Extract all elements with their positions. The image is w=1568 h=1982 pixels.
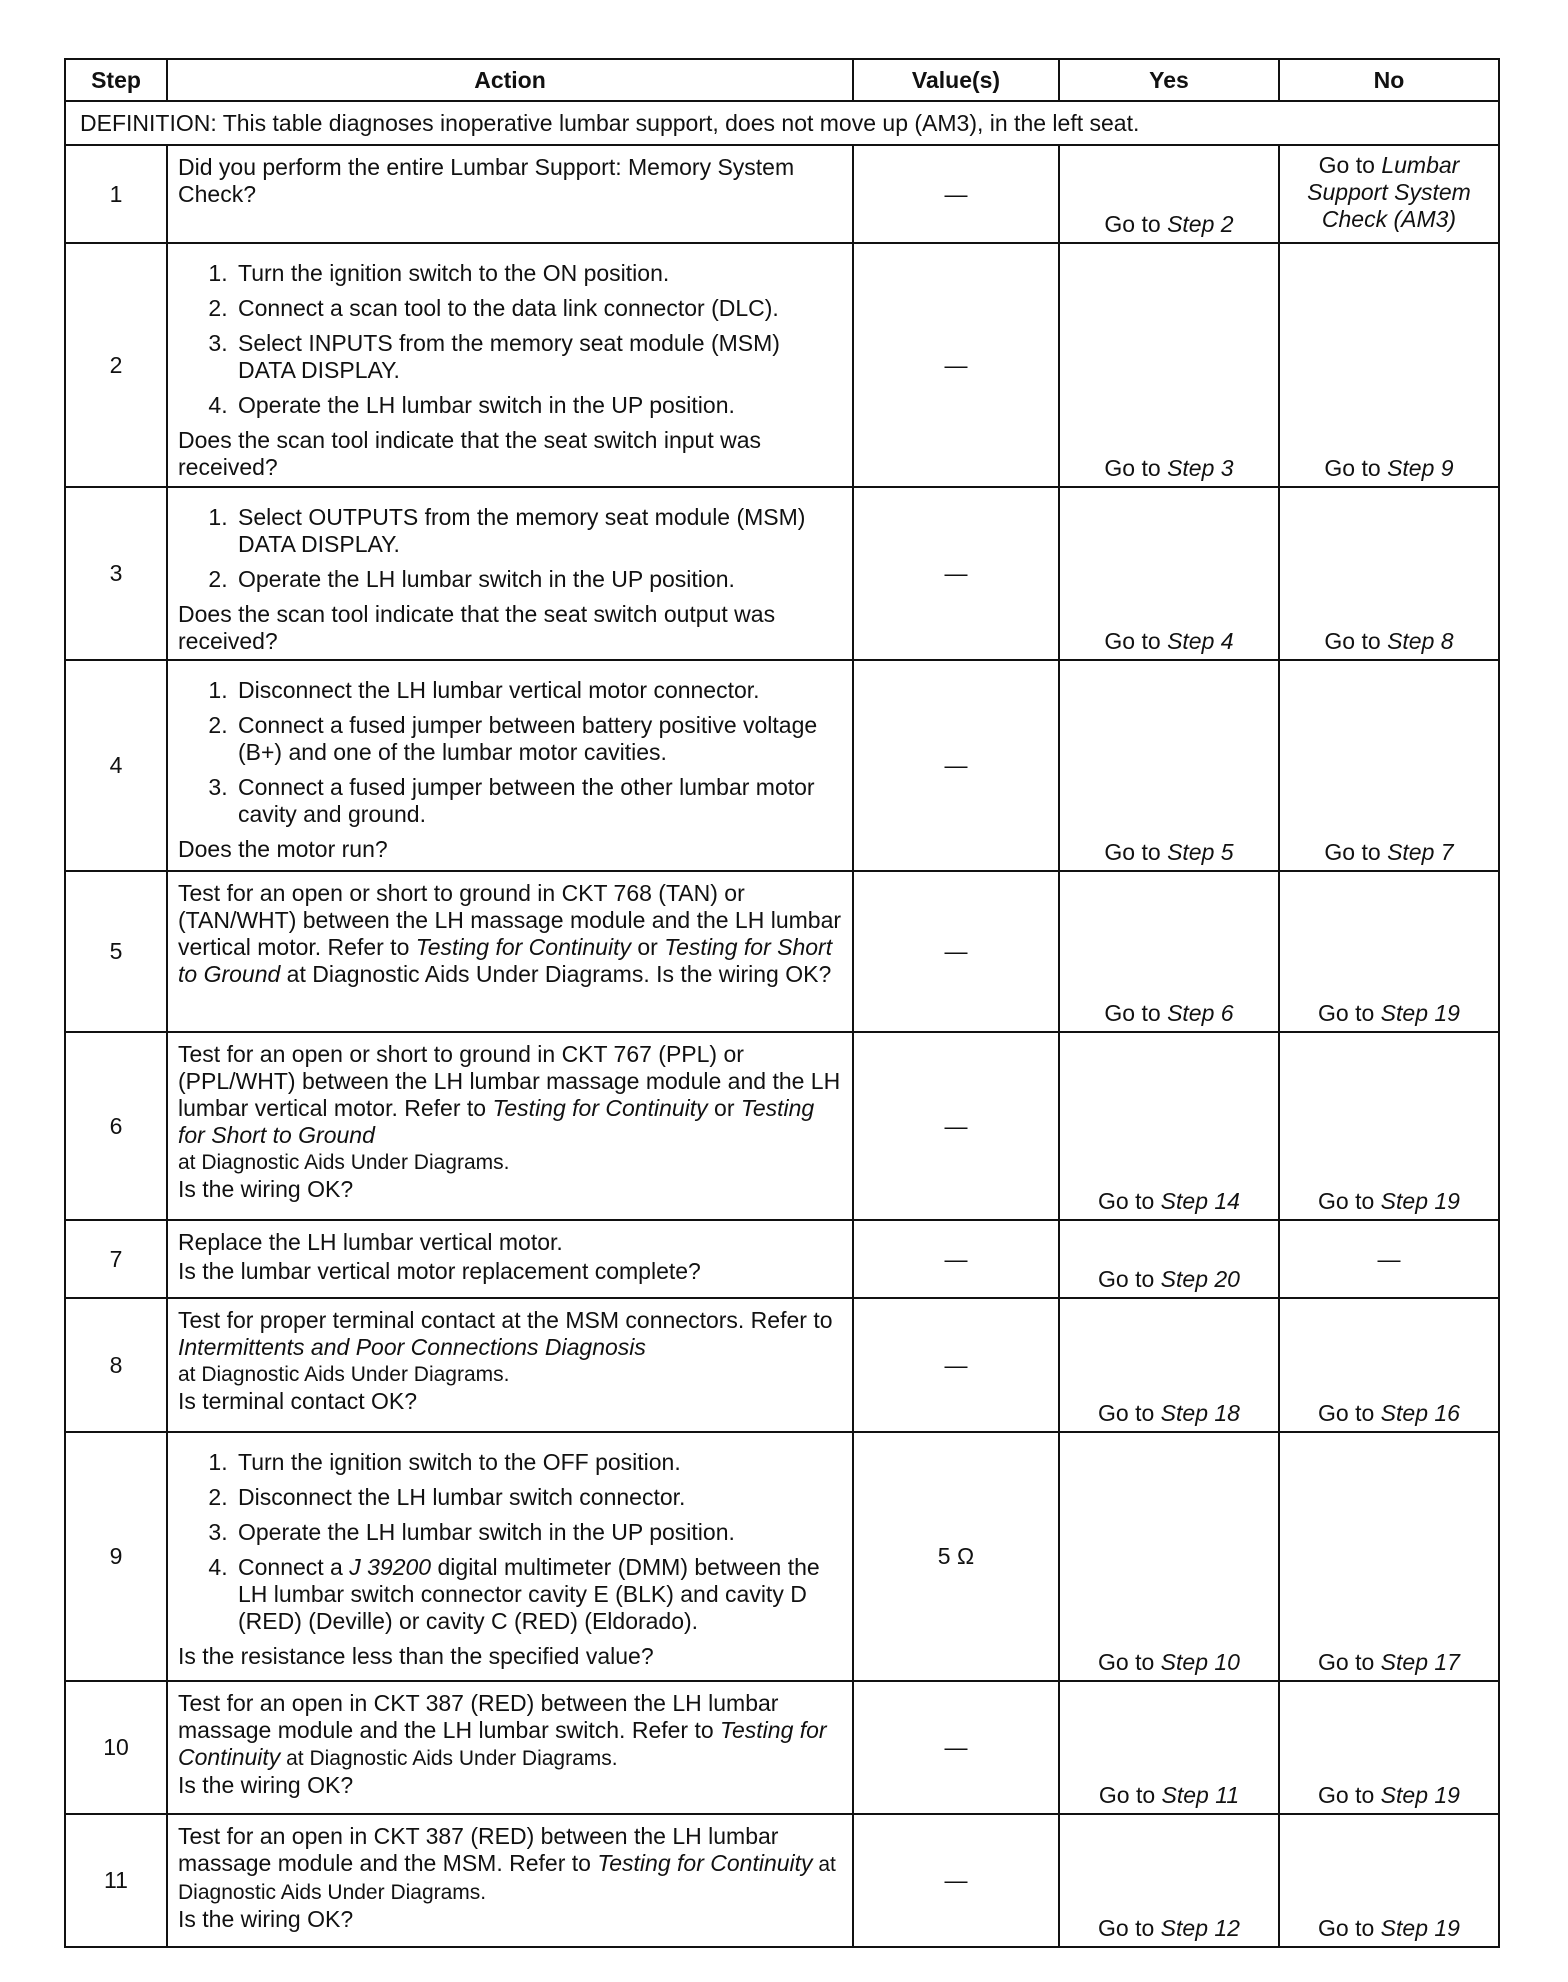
action-list	[178, 1449, 842, 1635]
step-number: 4	[65, 660, 167, 871]
yes-target-link[interactable]: Step 20	[1160, 1266, 1240, 1292]
reference-link[interactable]: Testing for Short to Ground	[178, 934, 833, 987]
table-row	[65, 1814, 1499, 1947]
action-text: at Diagnostic Aids Under Diagrams.	[178, 1151, 510, 1174]
no-target-link[interactable]: Step 16	[1380, 1400, 1460, 1426]
no-cell	[1279, 871, 1499, 1032]
yes-cell	[1059, 1681, 1279, 1814]
no-target-link[interactable]: Step 9	[1387, 455, 1454, 481]
definition-row	[65, 101, 1499, 145]
yes-prefix: Go to	[1098, 1782, 1162, 1808]
no-prefix: Go to	[1318, 152, 1382, 178]
no-cell	[1279, 660, 1499, 871]
no-cell	[1279, 1298, 1499, 1432]
no-prefix: Go to	[1324, 839, 1388, 865]
action-cell	[167, 145, 853, 243]
action-question: Does the scan tool indicate that the seat switch input was received?	[178, 427, 761, 480]
yes-cell	[1059, 243, 1279, 487]
yes-prefix: Go to	[1104, 455, 1168, 481]
action-cell	[167, 1432, 853, 1681]
step-number: 3	[65, 487, 167, 660]
value-cell: —	[853, 660, 1059, 871]
no-prefix: Go to	[1324, 455, 1388, 481]
no-prefix: Go to	[1318, 1915, 1381, 1941]
yes-target-link[interactable]: Step 6	[1167, 1000, 1234, 1026]
reference-link[interactable]: Intermittents and Poor Connections Diagnosis	[178, 1334, 646, 1360]
reference-link[interactable]: Testing for Continuity	[597, 1850, 813, 1876]
action-cell	[167, 1814, 853, 1947]
action-question: Does the scan tool indicate that the seat switch output was received?	[178, 601, 776, 654]
action-text: Test for an open in CKT 387 (RED) between the LH lumbar massage module and the LH lumbar switch. Refer to	[178, 1690, 779, 1743]
action-question: Is the wiring OK?	[178, 1906, 354, 1932]
no-cell	[1279, 1432, 1499, 1681]
yes-prefix: Go to	[1104, 839, 1168, 865]
no-cell	[1279, 145, 1499, 243]
reference-link[interactable]: Testing for Continuity	[492, 1095, 708, 1121]
value-cell: —	[853, 1814, 1059, 1947]
list-item	[234, 1554, 842, 1635]
table-row	[65, 1298, 1499, 1432]
step-number: 2	[65, 243, 167, 487]
no-cell: —	[1279, 1220, 1499, 1298]
value-cell: —	[853, 1220, 1059, 1298]
action-list	[178, 260, 842, 419]
value-cell: —	[853, 487, 1059, 660]
action-text: at Diagnostic Aids Under Diagrams. Is the wiring OK?	[280, 961, 832, 987]
action-text: Replace the LH lumbar vertical motor.	[178, 1229, 563, 1255]
table-row	[65, 1220, 1499, 1298]
yes-prefix: Go to	[1104, 211, 1168, 237]
list-item: 1. Turn the ignition switch to the OFF position.	[234, 1449, 842, 1476]
no-prefix: Go to	[1324, 628, 1388, 654]
table-row	[65, 660, 1499, 871]
yes-target-link[interactable]: Step 10	[1160, 1649, 1240, 1675]
action-list	[178, 677, 842, 828]
header-values: Value(s)	[853, 59, 1059, 101]
no-target-link[interactable]: Step 8	[1387, 628, 1454, 654]
yes-target-link[interactable]: Step 14	[1160, 1188, 1240, 1214]
yes-cell	[1059, 487, 1279, 660]
yes-target-link[interactable]: Step 11	[1161, 1782, 1240, 1808]
no-cell	[1279, 1032, 1499, 1220]
step-number: 1	[65, 145, 167, 243]
list-item: 2. Operate the LH lumbar switch in the UP position.	[234, 566, 842, 593]
yes-prefix: Go to	[1098, 1188, 1161, 1214]
yes-target-link[interactable]: Step 5	[1167, 839, 1234, 865]
action-text: Test for an open in CKT 387 (RED) between the LH lumbar massage module and the MSM. Refer to	[178, 1823, 779, 1876]
step-number: 6	[65, 1032, 167, 1220]
action-cell	[167, 1681, 853, 1814]
no-cell	[1279, 1681, 1499, 1814]
no-target-link[interactable]: Step 19	[1380, 1000, 1460, 1026]
yes-prefix: Go to	[1098, 1400, 1161, 1426]
action-question: Is the resistance less than the specified value?	[178, 1643, 654, 1669]
action-text: Test for an open or short to ground in CKT 768 (TAN) or (TAN/WHT) between the LH massage module and the LH lumbar vertical motor. Refer to	[178, 880, 842, 960]
yes-target-link[interactable]: Step 12	[1160, 1915, 1240, 1941]
no-cell	[1279, 243, 1499, 487]
list-item: 2. Disconnect the LH lumbar switch connector.	[234, 1484, 842, 1511]
yes-cell	[1059, 145, 1279, 243]
action-list	[178, 504, 842, 593]
value-cell: —	[853, 1681, 1059, 1814]
action-cell	[167, 871, 853, 1032]
action-text: at Diagnostic Aids Under Diagrams.	[280, 1747, 618, 1770]
table-row	[65, 871, 1499, 1032]
action-question: Is the lumbar vertical motor replacement complete?	[178, 1258, 701, 1284]
yes-prefix: Go to	[1104, 1000, 1168, 1026]
action-text: at Diagnostic Aids Under Diagrams.	[178, 1853, 836, 1904]
table-row	[65, 1681, 1499, 1814]
yes-prefix: Go to	[1104, 628, 1168, 654]
yes-cell	[1059, 1298, 1279, 1432]
no-target-link[interactable]: Step 7	[1387, 839, 1454, 865]
action-text: or	[707, 1095, 741, 1121]
table-row	[65, 1032, 1499, 1220]
list-item: 3. Connect a fused jumper between the other lumbar motor cavity and ground.	[234, 774, 842, 828]
no-target-link[interactable]: Step 19	[1380, 1188, 1460, 1214]
yes-cell	[1059, 1032, 1279, 1220]
yes-prefix: Go to	[1098, 1649, 1161, 1675]
action-cell	[167, 1220, 853, 1298]
yes-cell	[1059, 660, 1279, 871]
action-cell	[167, 1298, 853, 1432]
list-item: 2. Connect a scan tool to the data link connector (DLC).	[234, 295, 842, 322]
reference-link[interactable]: Testing for Continuity	[178, 1717, 827, 1770]
step-number: 9	[65, 1432, 167, 1681]
reference-link[interactable]: Testing for Short to Ground	[178, 1095, 815, 1148]
step-number: 8	[65, 1298, 167, 1432]
action-text: or	[630, 934, 665, 960]
value-cell: 5 Ω	[853, 1432, 1059, 1681]
header-action: Action	[167, 59, 853, 101]
yes-cell	[1059, 1814, 1279, 1947]
yes-cell	[1059, 871, 1279, 1032]
no-cell	[1279, 1814, 1499, 1947]
action-question: Is the wiring OK?	[178, 1176, 354, 1202]
list-item: 2. Connect a fused jumper between battery positive voltage (B+) and one of the lumbar motor cavities.	[234, 712, 842, 766]
yes-prefix: Go to	[1098, 1915, 1161, 1941]
table-row	[65, 487, 1499, 660]
list-item-text: Connect a	[238, 1554, 350, 1580]
header-step: Step	[65, 59, 167, 101]
no-target-link[interactable]: Lumbar Support System Check (AM3)	[1307, 152, 1471, 232]
list-item: 1. Select OUTPUTS from the memory seat module (MSM) DATA DISPLAY.	[234, 504, 842, 558]
action-text: Test for proper terminal contact at the MSM connectors. Refer to	[178, 1307, 833, 1333]
yes-cell	[1059, 1220, 1279, 1298]
no-prefix: Go to	[1318, 1782, 1381, 1808]
tool-reference: J 39200	[349, 1554, 432, 1580]
list-item-text: digital multimeter (DMM) between the LH lumbar switch connector cavity E (BLK) and cavity D (RED) (Deville) or cavity C (RED) (Eldorado).	[238, 1554, 820, 1634]
list-item: 1. Disconnect the LH lumbar vertical motor connector.	[234, 677, 842, 704]
value-cell: —	[853, 243, 1059, 487]
action-text: Did you perform the entire Lumbar Support: Memory System Check?	[178, 154, 795, 207]
no-prefix: Go to	[1318, 1188, 1381, 1214]
action-text: Test for an open or short to ground in CKT 767 (PPL) or (PPL/WHT) between the LH lumbar massage module and the LH lumbar vertical motor. Refer to	[178, 1041, 841, 1121]
action-cell	[167, 1032, 853, 1220]
list-item: 3. Select INPUTS from the memory seat module (MSM) DATA DISPLAY.	[234, 330, 842, 384]
action-question: Does the motor run?	[178, 836, 388, 862]
yes-cell	[1059, 1432, 1279, 1681]
no-prefix: Go to	[1318, 1649, 1381, 1675]
no-target-link[interactable]: Step 19	[1380, 1782, 1460, 1808]
list-item: 4. Operate the LH lumbar switch in the UP position.	[234, 392, 842, 419]
action-question: Is the wiring OK?	[178, 1772, 354, 1798]
value-cell: —	[853, 145, 1059, 243]
table-row	[65, 1432, 1499, 1681]
value-cell: —	[853, 1298, 1059, 1432]
action-text: at Diagnostic Aids Under Diagrams.	[178, 1363, 510, 1386]
list-item: 1. Turn the ignition switch to the ON position.	[234, 260, 842, 287]
no-prefix: Go to	[1318, 1000, 1381, 1026]
action-cell	[167, 660, 853, 871]
yes-target-link[interactable]: Step 2	[1167, 211, 1234, 237]
table-row	[65, 243, 1499, 487]
header-row	[65, 59, 1499, 101]
table-row	[65, 145, 1499, 243]
step-number: 5	[65, 871, 167, 1032]
yes-target-link[interactable]: Step 4	[1167, 628, 1234, 654]
value-cell: —	[853, 1032, 1059, 1220]
action-question: Is terminal contact OK?	[178, 1388, 418, 1414]
step-number: 10	[65, 1681, 167, 1814]
step-number: 7	[65, 1220, 167, 1298]
no-cell	[1279, 487, 1499, 660]
list-item: 3. Operate the LH lumbar switch in the UP position.	[234, 1519, 842, 1546]
yes-target-link[interactable]: Step 18	[1160, 1400, 1240, 1426]
definition-text: DEFINITION: This table diagnoses inoperative lumbar support, does not move up (AM3), in the left seat.	[65, 101, 1499, 145]
value-cell: —	[853, 871, 1059, 1032]
action-cell	[167, 487, 853, 660]
yes-prefix: Go to	[1098, 1266, 1161, 1292]
step-number: 11	[65, 1814, 167, 1947]
no-target-link[interactable]: Step 17	[1380, 1649, 1460, 1675]
no-target-link[interactable]: Step 19	[1380, 1915, 1460, 1941]
no-prefix: Go to	[1318, 1400, 1381, 1426]
action-cell	[167, 243, 853, 487]
reference-link[interactable]: Testing for Continuity	[415, 934, 631, 960]
diagnostic-table	[64, 58, 1500, 1948]
header-yes: Yes	[1059, 59, 1279, 101]
header-no: No	[1279, 59, 1499, 101]
yes-target-link[interactable]: Step 3	[1167, 455, 1234, 481]
